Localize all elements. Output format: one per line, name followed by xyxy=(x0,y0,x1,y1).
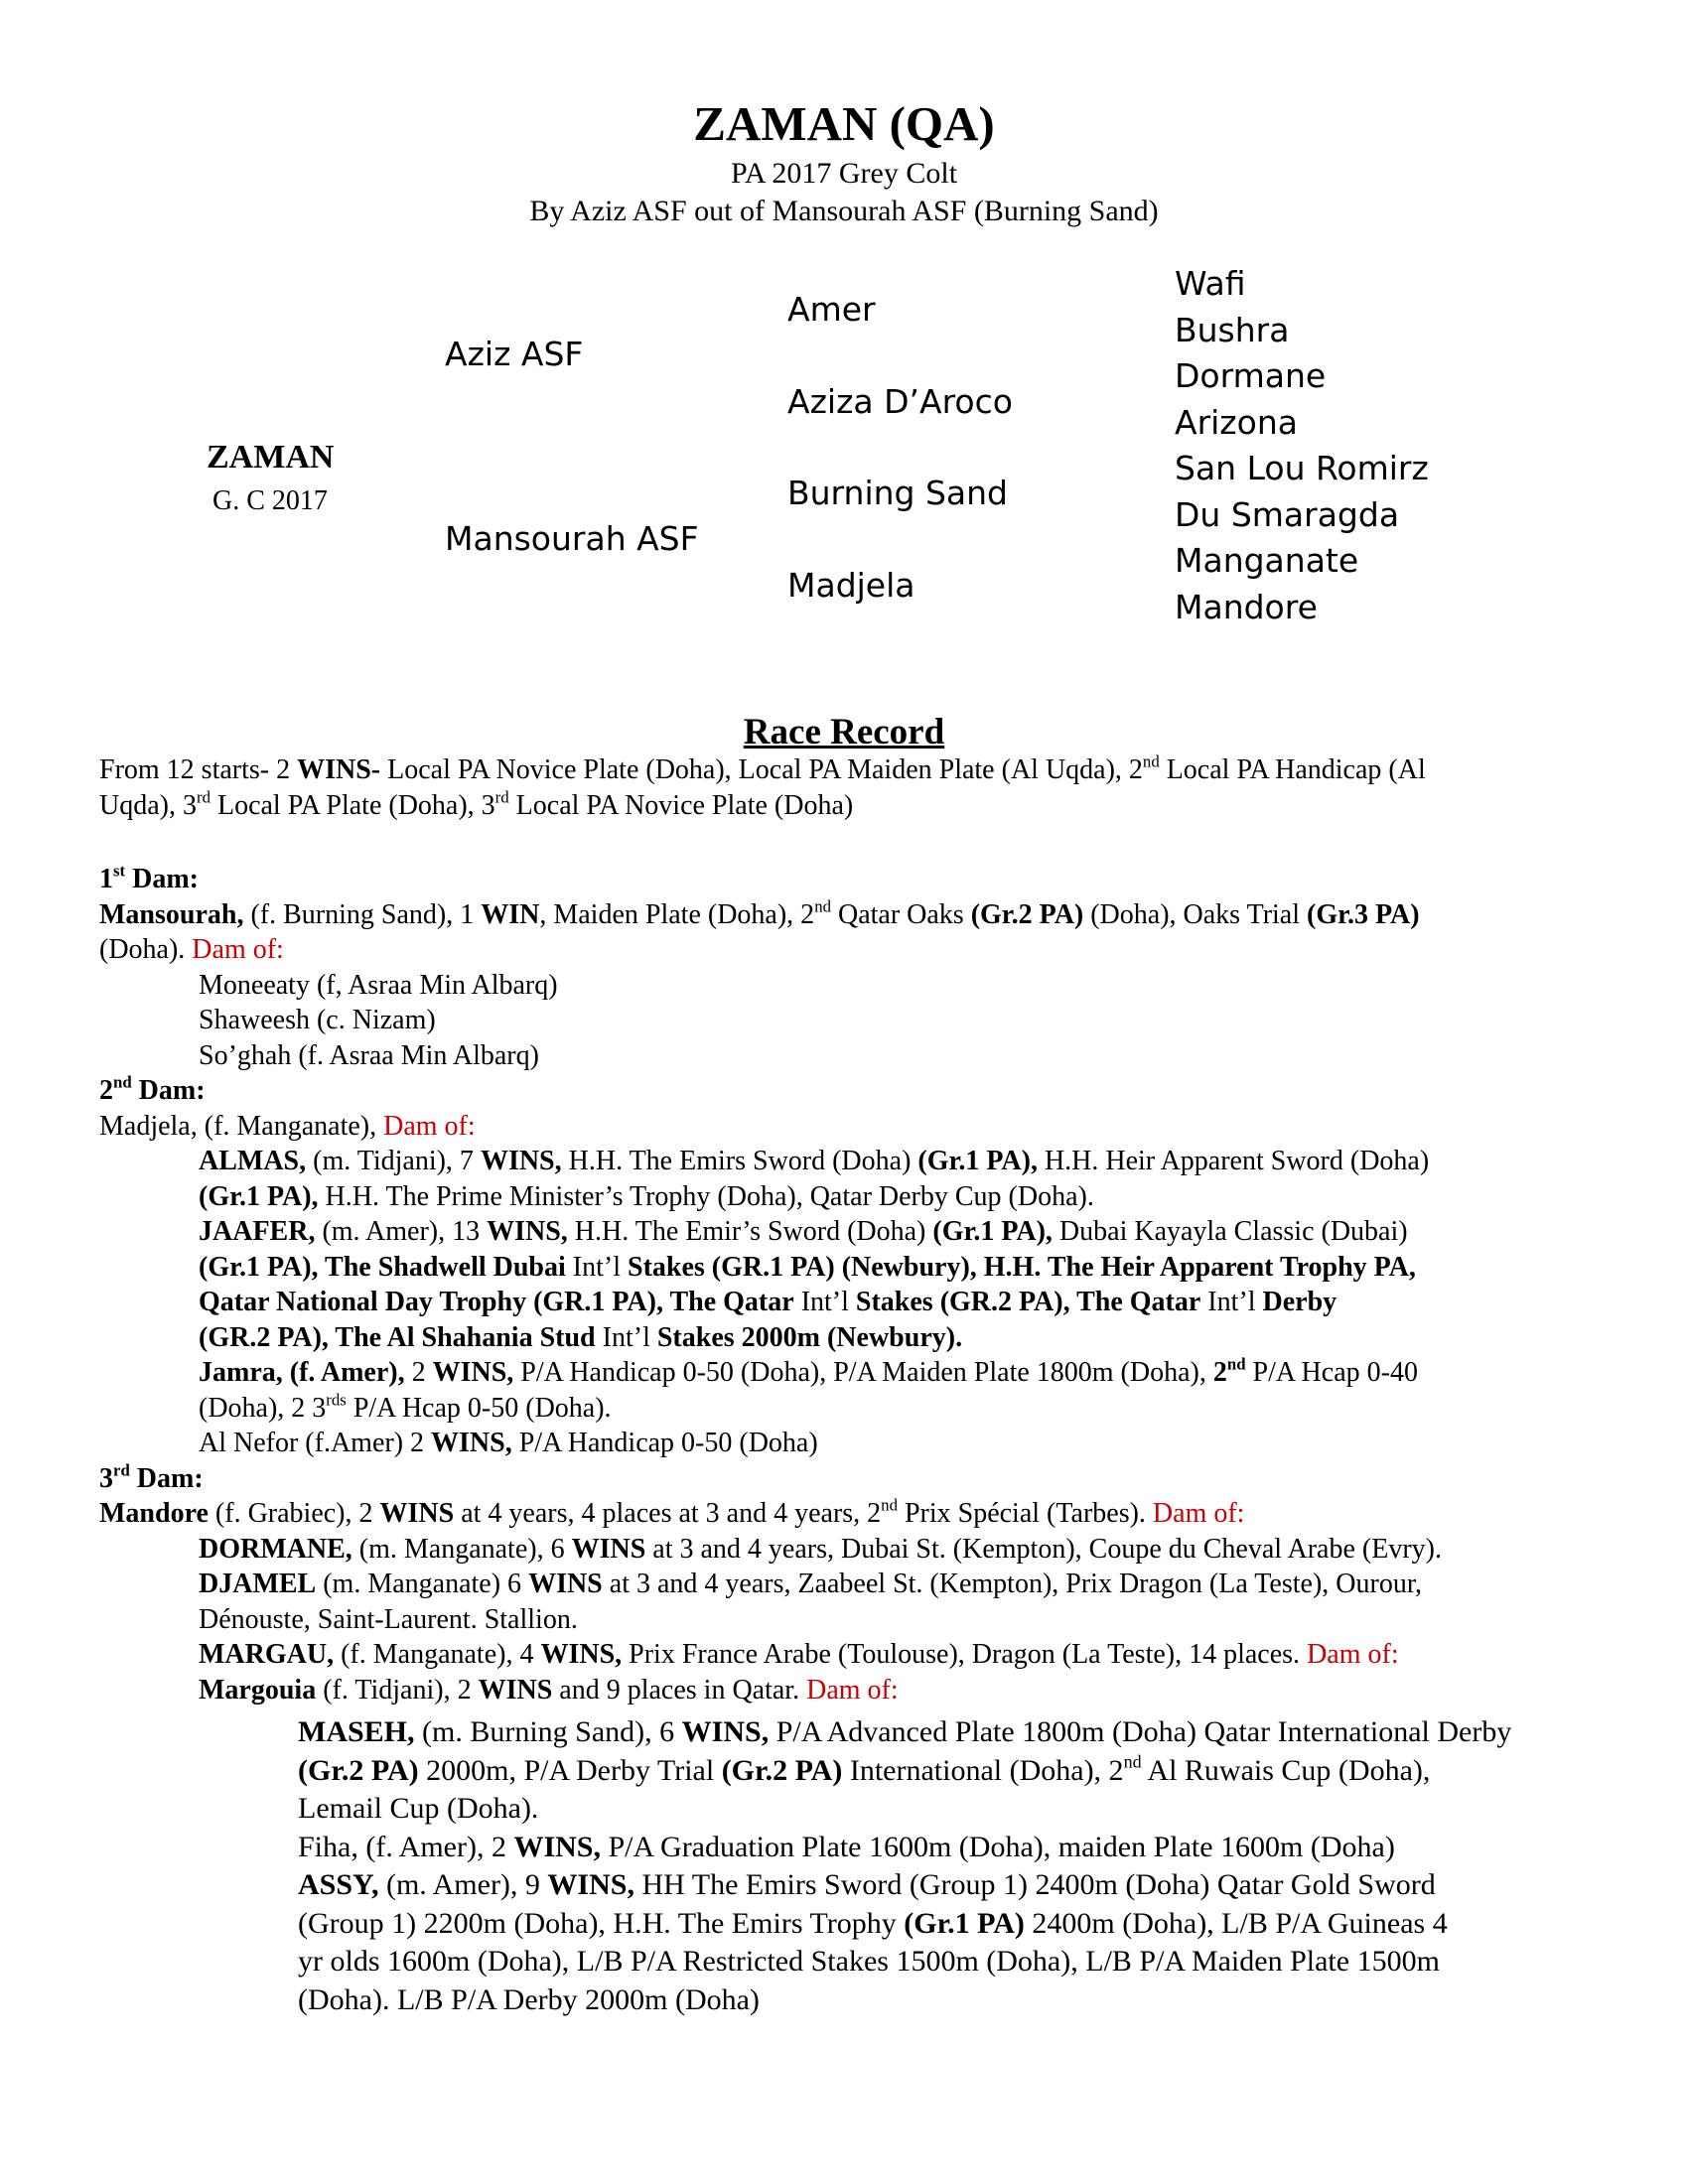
sire-sire: Amer xyxy=(787,290,876,329)
ancestor: Du Smaragda xyxy=(1175,495,1400,534)
produce-entry-margouia: Margouia (f. Tidjani), 2 WINS and 9 places in Qatar. Dam of: xyxy=(199,1674,899,1706)
ancestor: Wafi xyxy=(1175,264,1246,303)
race-record-summary: From 12 starts- 2 WINS- Local PA Novice Plate (Doha), Local PA Maiden Plate (Al Uqda), 2nd Local PA Handicap (Al Uqda), 3rd Local PA Plate (Doha), 3rd Local PA Novice Plate (Doha) xyxy=(99,751,1426,821)
produce-item: Moneeaty (f, Asraa Min Albarq) xyxy=(199,969,558,1001)
produce-entry-margau: MARGAU, (f. Manganate), 4 WINS, Prix France Arabe (Toulouse), Dragon (La Teste), 14 places. Dam of: xyxy=(199,1639,1399,1670)
first-dam-record: Mansourah, (f. Burning Sand), 1 WIN, Maiden Plate (Doha), 2nd Qatar Oaks (Gr.2 PA) (Doha), Oaks Trial (Gr.3 PA) xyxy=(99,895,1420,930)
produce-entry-jaafer: JAAFER, (m. Amer), 13 WINS, H.H. The Emir’s Sword (Doha) (Gr.1 PA), Dubai Kayayla Classic (Dubai) (Gr.1 PA), The Shadwell Dubai Int’l Stakes (GR.1 PA) (Newbury), H.H. The Heir Apparent Trophy PA, Qatar National Day Trophy (GR.1 PA), The Qatar Int’l Stakes (GR.2 PA), The Qatar Int’l Derby (GR.2 PA), The Al Shahania Stud Int’l Stakes 2000m (Newbury). xyxy=(199,1216,1416,1353)
second-dam-heading: 2nd Dam: xyxy=(99,1072,206,1106)
produce-entry-al-nefor: Al Nefor (f.Amer) 2 WINS, P/A Handicap 0-50 (Doha) xyxy=(199,1428,818,1458)
dam-dam: Madjela xyxy=(787,566,915,605)
horse-name: ZAMAN xyxy=(207,439,335,476)
race-record-heading: Race Record xyxy=(743,712,945,752)
produce-entry-jamra: Jamra, (f. Amer), 2 WINS, P/A Handicap 0-50 (Doha), P/A Maiden Plate 1800m (Doha), 2nd P/A Hcap 0-40 (Doha), 2 $3^{rds}$ P/A Hcap 0-50 (Doha). xyxy=(199,1354,1418,1424)
dam-of-label: Dam of: xyxy=(1152,1498,1245,1529)
produce-entry-fiha: Fiha, (f. Amer), 2 WINS, P/A Graduation Plate 1600m (Doha), maiden Plate 1600m (Doha) xyxy=(298,1830,1395,1863)
ancestor: Bushra xyxy=(1175,311,1290,349)
document-subtitle: PA 2017 Grey Colt xyxy=(730,157,958,190)
dam: Mansourah ASF xyxy=(445,519,699,558)
first-dam-heading: 1st Dam: xyxy=(99,861,199,894)
produce-entry-djamel: DJAMEL (m. Manganate) 6 WINS at 3 and 4 years, Zaabeel St. (Kempton), Prix Dragon (La Teste), Ourour, Dénouste, Saint-Laurent. Stallion. xyxy=(199,1569,1423,1635)
dam-of-label: Dam of: xyxy=(806,1674,899,1706)
horse-description: G. C 2017 xyxy=(212,485,328,516)
dam-sire: Burning Sand xyxy=(787,474,1009,512)
ancestor: San Lou Romirz xyxy=(1175,449,1429,487)
produce-item: So’ghah (f. Asraa Min Albarq) xyxy=(199,1039,539,1071)
first-dam-section: 1st Dam: Mansourah, (f. Burning Sand), 1 WIN, Maiden Plate (Doha), 2nd Qatar Oaks (Gr.2 PA) (Doha), Oaks Trial (Gr.3 PA) (Doha). Dam of: Moneeaty (f, Asraa Min Albarq) Shaweesh (c. Nizam) So’ghah (f. Asraa Min Albarq) 2nd Dam: Madjela, (f. Manganate), Dam of: ALMAS, (m. Tidjani), 7 WINS, H.H. The Emirs Sword (Doha) (Gr.1 PA), H.H. Heir Apparent Sword (Doha) (Gr.1 PA), H.H. The Prime Minister’s Trophy (Doha), Qatar Derby Cup (Doha). JAAFER, (m. Amer), 13 WINS, H.H. The Emir’s Sword (Doha) (Gr.1 PA), Dubai Kayayla Classic (Dubai) (Gr.1 PA), The Shadwell Dubai Int’l Stakes (GR.1 PA) (Newbury), H.H. The Heir Apparent Trophy PA, Qatar National Day Trophy (GR.1 PA), The Qatar Int’l Stakes (GR.2 PA), The Qatar Int’l Derby (GR.2 PA), The Al Shahania Stud Int’l Stakes 2000m (Newbury). Jamra, (f. Amer), 2 WINS, P/A Handicap 0-50 (Doha), P/A Maiden Plate 1800m (Doha), 2nd P/A Hcap 0-40 (Doha), 2 $3^{rds}$ P/A Hcap 0-50 (Doha). Al Nefor (f.Amer) 2 WINS, P/A Handicap 0-50 (Doha) 3rd Dam: Mandore (f. Grabiec), 2 WINS at 4 years, 4 places at 3 and 4 years, 2nd Prix Spécial (Tarbes). Dam of: DORMANE, (m. Manganate), 6 WINS at 3 and 4 years, Dubai St. (Kempton), Coupe du Cheval Arabe (Evry). DJAMEL (m. Manganate) 6 WINS at 3 and 4 years, Zaabeel St. (Kempton), Prix Dragon (La Teste), Ourour, Dénouste, Saint-Laurent. Stallion. MARGAU, (f. Manganate), 4 WINS, Prix France Arabe (Toulouse), Dragon (La Teste), 14 places. Dam of: Margouia (f. Tidjani), 2 WINS and 9 places in Qatar. Dam of: xyxy=(99,862,1609,1707)
dam-of-label: Dam of: xyxy=(192,934,284,965)
sire: Aziz ASF xyxy=(445,335,584,373)
ancestor: Manganate xyxy=(1175,541,1359,580)
produce-entry-almas: ALMAS, (m. Tidjani), 7 WINS, H.H. The Emirs Sword (Doha) (Gr.1 PA), H.H. Heir Apparent Sword (Doha) (Gr.1 PA), H.H. The Prime Minister’s Trophy (Doha), Qatar Derby Cup (Doha). xyxy=(199,1146,1430,1212)
dam-of-label: Dam of: xyxy=(1307,1639,1399,1670)
ancestor: Arizona xyxy=(1175,403,1298,442)
sire-dam: Aziza D’Aroco xyxy=(787,382,1013,421)
ancestor: Mandore xyxy=(1175,588,1318,626)
produce-item: Shaweesh (c. Nizam) xyxy=(199,1005,436,1035)
produce-entry-dormane: DORMANE, (m. Manganate), 6 WINS at 3 and 4 years, Dubai St. (Kempton), Coupe du Cheval Arabe (Evry). xyxy=(199,1533,1442,1565)
produce-entry-assy: ASSY, (m. Amer), 9 WINS, HH The Emirs Sword (Group 1) 2400m (Doha) Qatar Gold Sword (Group 1) 2200m (Doha), H.H. The Emirs Trophy (Gr.1 PA) 2400m (Doha), L/B P/A Guineas 4 yr olds 1600m (Doha), L/B P/A Restricted Stakes 1500m (Doha), L/B P/A Maiden Plate 1500m (Doha). L/B P/A Derby 2000m (Doha) xyxy=(298,1868,1448,2016)
dam-of-label: Dam of: xyxy=(383,1110,476,1142)
third-dam-record: Mandore (f. Grabiec), 2 WINS at 4 years, 4 places at 3 and 4 years, 2nd Prix Spécial (Tarbes). Dam of: xyxy=(99,1495,1245,1529)
margouia-produce xyxy=(298,1713,1609,2019)
breeding-line: By Aziz ASF out of Mansourah ASF (Burning Sand) xyxy=(529,195,1159,227)
document-title: ZAMAN (QA) xyxy=(693,96,995,151)
produce-entry-maseh: MASEH, (m. Burning Sand), 6 WINS, P/A Advanced Plate 1800m (Doha) Qatar International Derby (Gr.2 PA) 2000m, P/A Derby Trial (Gr.2 PA) International (Doha), 2nd Al Ruwais Cup (Doha), Lemail Cup (Doha). xyxy=(298,1715,1512,1825)
ancestor: Dormane xyxy=(1175,356,1327,395)
second-dam-record: Madjela, (f. Manganate), Dam of: xyxy=(99,1110,476,1142)
third-dam-heading: 3rd Dam: xyxy=(99,1459,204,1494)
